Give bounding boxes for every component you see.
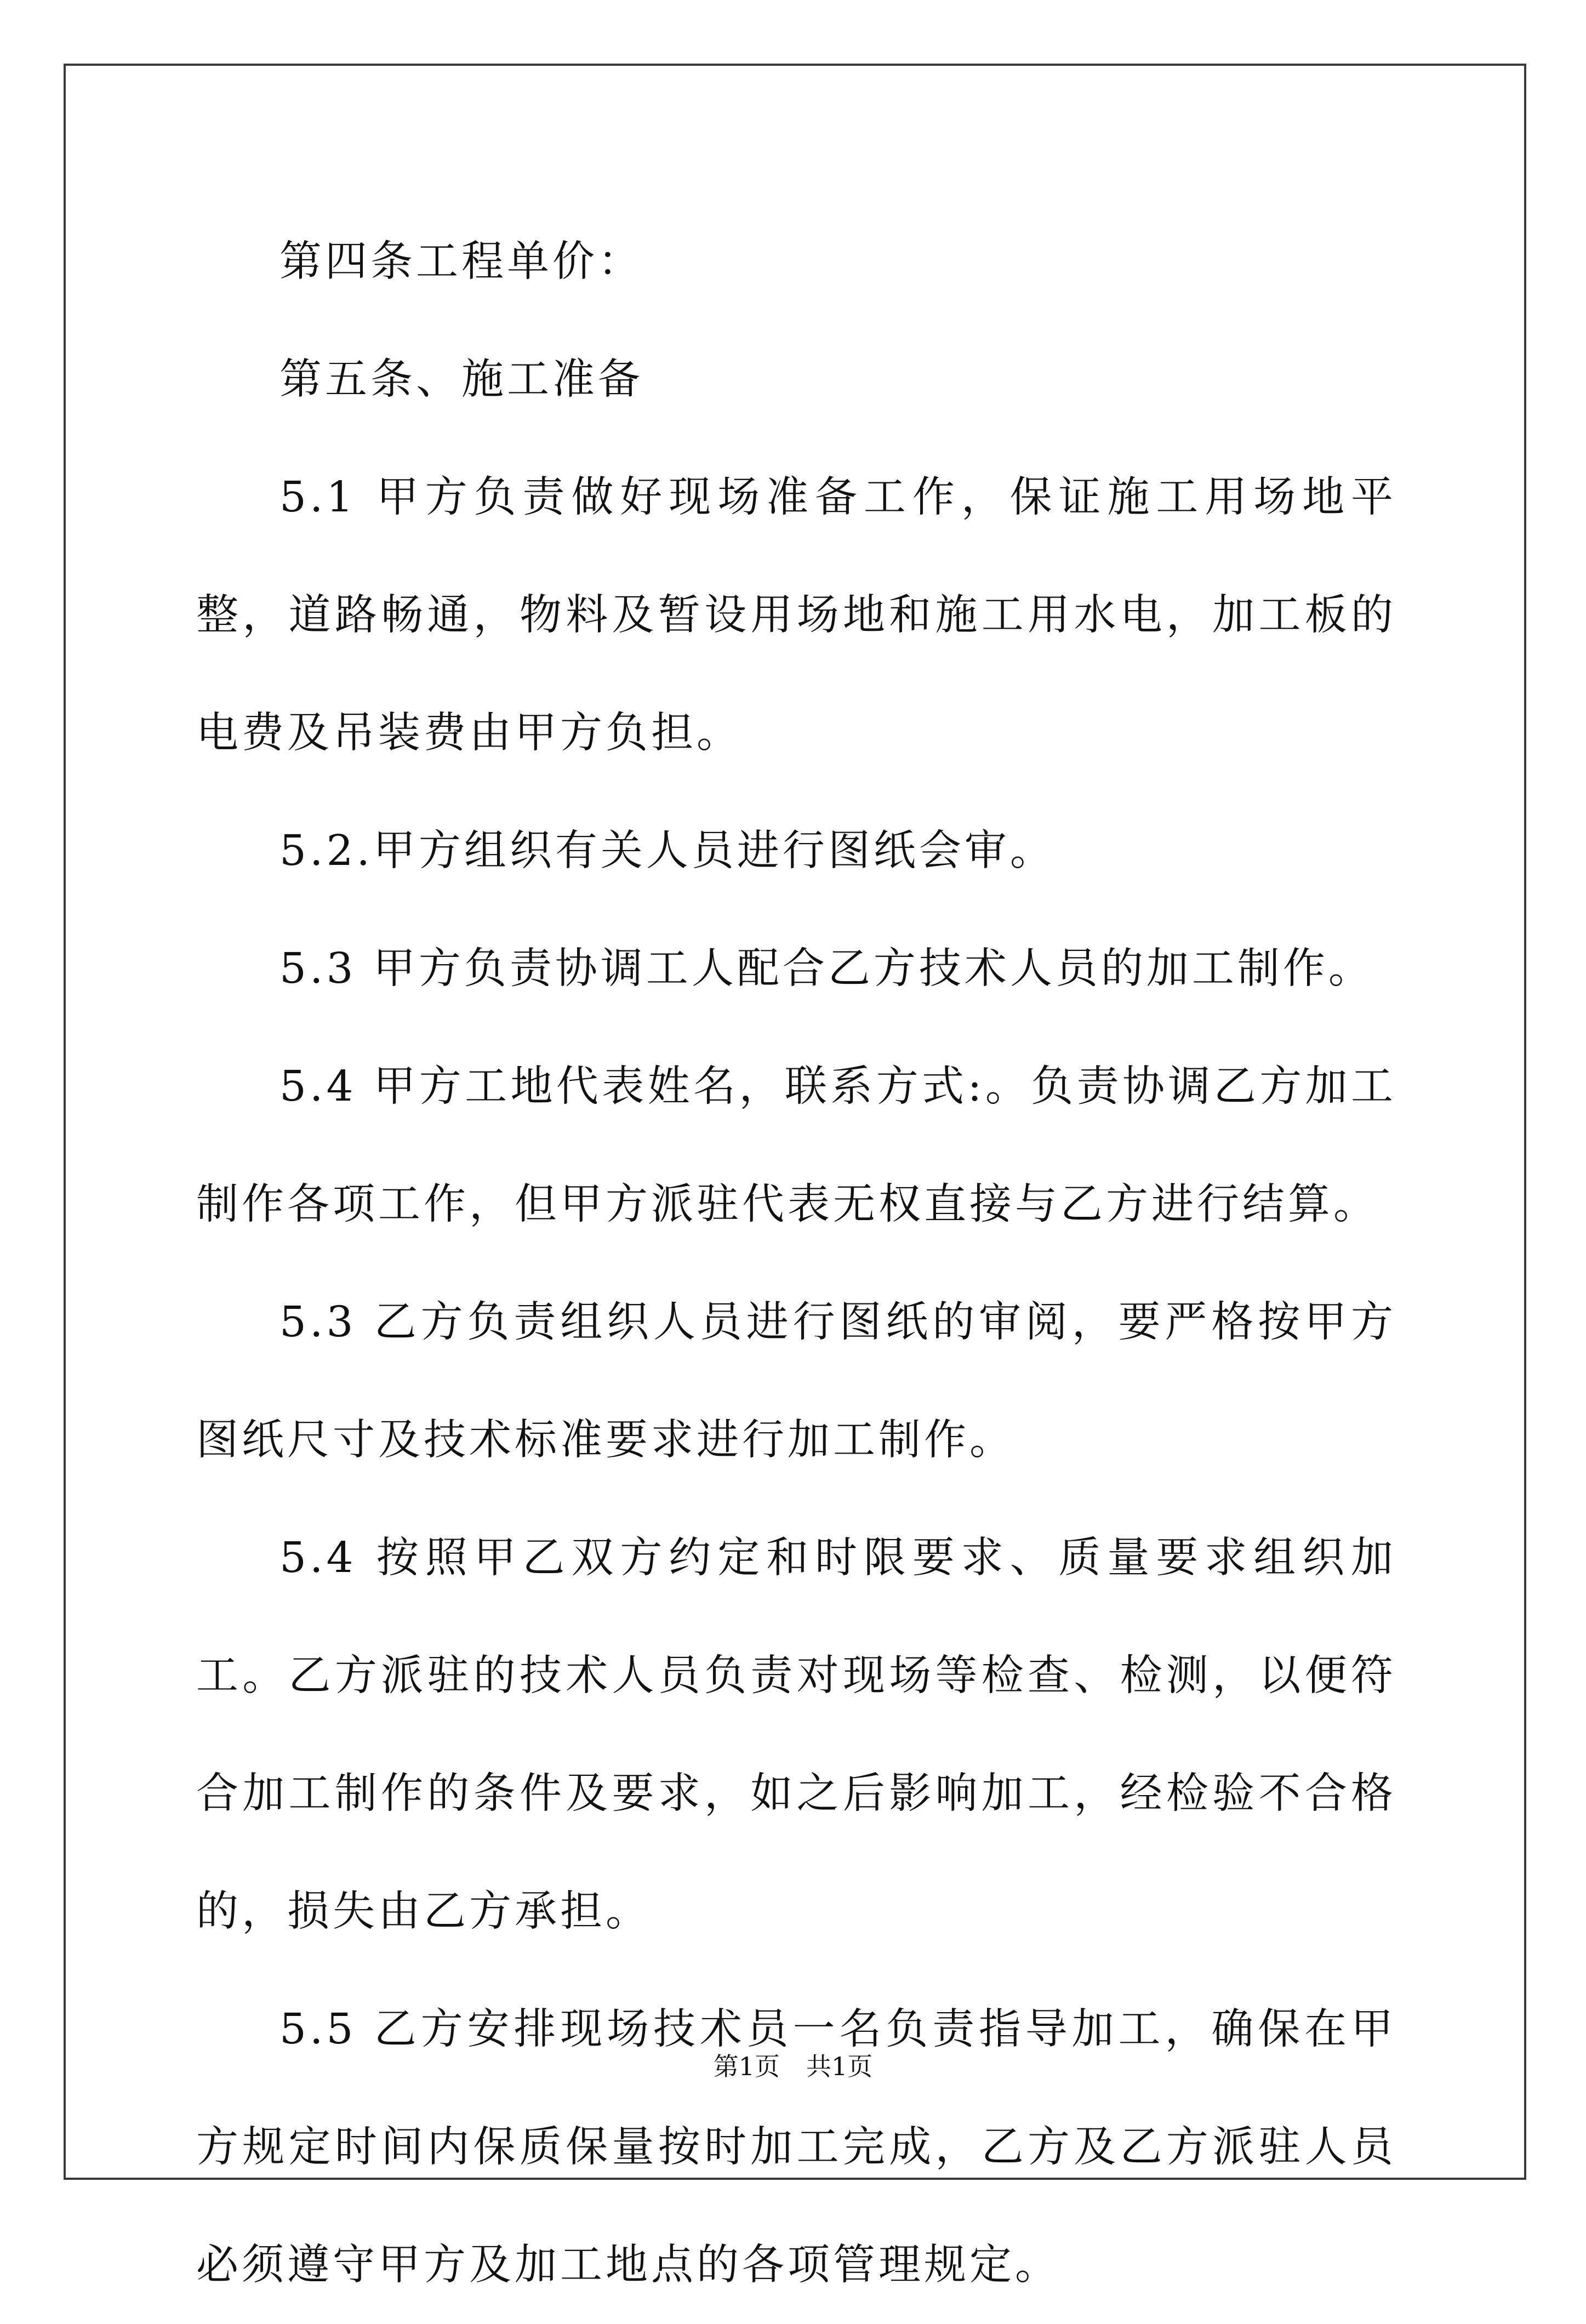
paragraph-5-1: 5.1 甲方负责做好现场准备工作，保证施工用场地平整，道路畅通，物料及暂设用场地和施工用水电，加工板的电费及吊装费由甲方负担。 — [196, 473, 1396, 757]
paragraph-5-3-party-a: 5.3 甲方负责协调工人配合乙方技术人员的加工制作。 — [279, 944, 1374, 993]
document-body — [196, 203, 1396, 2324]
paragraph-article-5-title: 第五条、施工准备 — [279, 355, 643, 404]
paragraph-5-3-party-b: 5.3 乙方负责组织人员进行图纸的审阅，要严格按甲方图纸尺寸及技术标准要求进行加工制作。 — [196, 1298, 1396, 1465]
paragraph-5-2: 5.2.甲方组织有关人员进行图纸会审。 — [279, 827, 1056, 875]
page-footer — [0, 2050, 1586, 2083]
page-number-total: 共1页 — [806, 2052, 873, 2081]
paragraph-article-4-title: 第四条工程单价： — [279, 237, 643, 286]
paragraph-5-4-party-b: 5.4 按照甲乙双方约定和时限要求、质量要求组织加工。乙方派驻的技术人员负责对现场等检查、检测，以便符合加工制作的条件及要求，如之后影响加工，经检验不合格的，损失由乙方承担。 — [196, 1534, 1396, 1936]
page-number-current: 第1页 — [713, 2052, 780, 2081]
paragraph-5-5: 5.5 乙方安排现场技术员一名负责指导加工，确保在甲方规定时间内保质保量按时加工完成，乙方及乙方派驻人员必须遵守甲方及加工地点的各项管理规定。 — [196, 2005, 1396, 2289]
paragraph-5-4-party-a: 5.4 甲方工地代表姓名，联系方式:。负责协调乙方加工制作各项工作，但甲方派驻代表无权直接与乙方进行结算。 — [196, 1062, 1396, 1229]
